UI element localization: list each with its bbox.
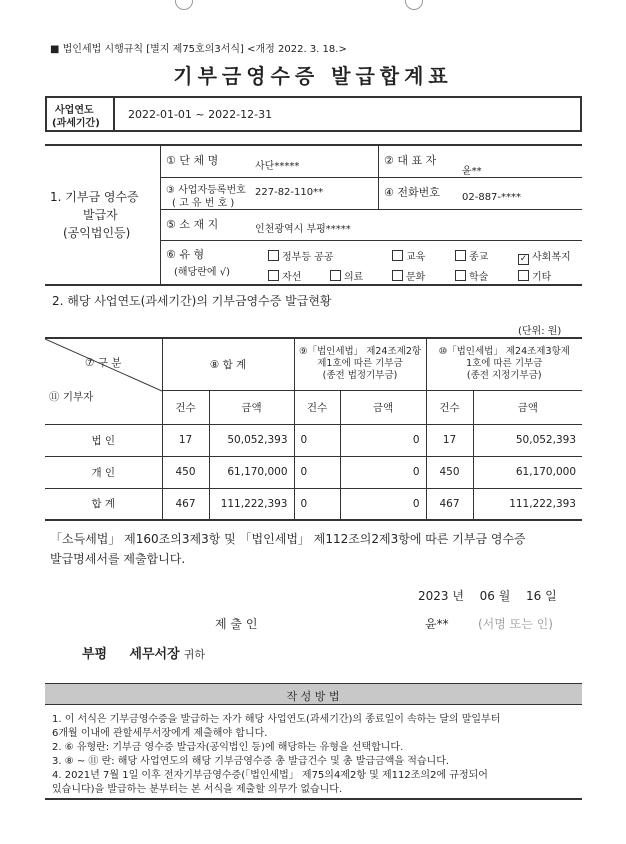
col10-amount: 50,052,393 xyxy=(473,424,582,456)
row-label: 법 인 xyxy=(45,424,162,456)
statement-line-1: 「소득세법」 제160조의3제3항 및 「법인세법」 제112조의2제3항에 따른 기부금 영수증 xyxy=(50,532,526,546)
period-label-1: 사업연도 xyxy=(55,105,94,116)
col9-count: 0 xyxy=(294,456,340,488)
address-label: ⑤ 소 재 지 xyxy=(166,218,219,231)
recipient-suffix: 귀하 xyxy=(183,648,206,661)
total-amount: 111,222,393 xyxy=(209,488,294,520)
issuer-row-line-2 xyxy=(160,209,582,210)
col10-header: ⑩「법인세법」 제24조제3항제 1호에 따른 기부금 (종전 지정기부금) xyxy=(426,338,582,390)
signature-hint: (서명 또는 인) xyxy=(478,617,553,631)
checkbox-icon xyxy=(455,250,466,261)
type-label-1: ⑥ 유 형 xyxy=(166,248,205,261)
document-title: 기부금영수증 발급합계표 xyxy=(173,64,453,88)
issuance-status-table xyxy=(45,337,582,521)
issuer-section-label-2: 발급자 xyxy=(83,208,118,222)
instruction-item: 6개월 이내에 관할세무서장에게 제출해야 합니다. xyxy=(52,728,268,739)
checkbox-icon xyxy=(518,270,529,281)
type-checkbox-other[interactable]: 기타 xyxy=(518,268,551,283)
type-checkbox-culture[interactable]: 문화 xyxy=(392,268,425,283)
instruction-item: 4. 2021년 7월 1일 이후 전자기부금영수증(「법인세법」 제75의4제2항 및 제112조의2에 규정되어 xyxy=(52,770,488,781)
representative-label: ② 대 표 자 xyxy=(384,154,437,167)
category-header: ⑦ 구 분 xyxy=(85,357,122,369)
date-year-unit: 년 xyxy=(452,589,464,603)
instruction-item: 2. ⑥ 유형란: 기부금 영수증 발급자(공익법인 등)에 해당하는 유형을 선택합니다. xyxy=(52,742,404,753)
col10-count: 17 xyxy=(426,424,473,456)
diagonal-line xyxy=(45,339,162,425)
issuer-divider xyxy=(160,144,161,284)
col10-amount: 111,222,393 xyxy=(473,488,582,520)
row-label: 개 인 xyxy=(45,456,162,488)
col9-amount: 0 xyxy=(340,456,426,488)
issuer-row-line-3 xyxy=(160,240,582,241)
checkbox-icon xyxy=(330,270,341,281)
checkbox-icon xyxy=(392,250,403,261)
type-checkbox-medical[interactable]: 의료 xyxy=(330,268,363,283)
total-count: 17 xyxy=(162,424,209,456)
representative-value: 윤** xyxy=(462,166,482,177)
instruction-item: 3. ⑧ ~ ⑪ 란: 해당 사업연도의 해당 기부금영수증 총 발급건수 및 총 발급금액을 적습니다. xyxy=(52,756,450,767)
checkbox-icon xyxy=(392,270,403,281)
type-checkbox-charity[interactable]: 자선 xyxy=(268,268,301,283)
row-label: 합 계 xyxy=(45,488,162,520)
issuer-bottom-border xyxy=(45,284,582,286)
type-checkbox-education[interactable]: 교육 xyxy=(392,248,425,263)
col9-amount: 0 xyxy=(340,488,426,520)
col9-header: ⑨「법인세법」 제24조제2항 제1호에 따른 기부금 (종전 법정기부금) xyxy=(294,338,426,390)
total-header: ⑧ 합 계 xyxy=(162,338,294,390)
total-count: 467 xyxy=(162,488,209,520)
issuer-section-label-3: (공익법인등) xyxy=(63,226,131,240)
period-label-2: (과세기간) xyxy=(52,118,100,129)
table-row xyxy=(45,456,582,488)
phone-label: ④ 전화번호 xyxy=(384,186,440,199)
type-checkbox-religion[interactable]: 종교 xyxy=(455,248,488,263)
bizno-label-1: ③ 사업자등록번호 xyxy=(166,185,246,196)
col9-count: 0 xyxy=(294,424,340,456)
bizno-value: 227-82-110** xyxy=(255,187,324,198)
instruction-item: 있습니다)을 발급하는 분부터는 본 서식을 제출할 의무가 없습니다. xyxy=(52,784,343,795)
org-name-label: ① 단 체 명 xyxy=(166,154,219,167)
total-amount: 50,052,393 xyxy=(209,424,294,456)
diagonal-header-cell xyxy=(45,338,162,424)
recipient-office xyxy=(82,643,205,662)
total-count: 450 xyxy=(162,456,209,488)
phone-value: 02-887-**** xyxy=(462,192,522,203)
checkbox-icon xyxy=(268,250,279,261)
binder-hole-right xyxy=(405,0,423,10)
checkbox-icon xyxy=(268,270,279,281)
instructions-heading: 작 성 방 법 xyxy=(286,690,340,703)
binder-hole-left xyxy=(175,0,193,10)
date-month-unit: 월 xyxy=(498,589,511,603)
bizno-label-2: ( 고 유 번 호 ) xyxy=(172,198,235,209)
col10-count: 450 xyxy=(426,456,473,488)
amount-header: 금액 xyxy=(209,390,294,424)
table-row xyxy=(45,424,582,456)
instruction-item: 1. 이 서식은 기부금영수증을 발급하는 자가 해당 사업연도(과세기간)의 종료일이 속하는 달의 말일부터 xyxy=(52,714,501,725)
issuer-mid-divider xyxy=(378,144,379,209)
date-month: 06 xyxy=(479,589,495,603)
date-line xyxy=(418,587,557,604)
submitter-label: 제 출 인 xyxy=(215,617,258,631)
checked-checkbox-icon: ✓ xyxy=(519,254,528,264)
count-header: 건수 xyxy=(426,390,473,424)
org-name-value: 사단***** xyxy=(255,161,300,172)
checkbox-icon xyxy=(455,270,466,281)
date-day: 16 xyxy=(525,589,542,603)
tax-office-name: 부평 xyxy=(82,647,108,662)
type-checkbox-academic[interactable]: 학술 xyxy=(455,268,488,283)
tax-office-title: 세무서장 xyxy=(129,647,180,662)
section2-title: 2. 해당 사업연도(과세기간)의 기부금영수증 발급현황 xyxy=(52,294,332,308)
period-value: 2022-01-01 ~ 2022-12-31 xyxy=(128,108,273,121)
count-header: 건수 xyxy=(162,390,209,424)
col10-amount: 61,170,000 xyxy=(473,456,582,488)
date-year: 2023 xyxy=(418,589,449,603)
period-box xyxy=(45,96,582,132)
issuer-section-label-1: 1. 기부금 영수증 xyxy=(50,190,139,204)
donor-header: ⑪ 기부자 xyxy=(49,391,94,403)
col10-count: 467 xyxy=(426,488,473,520)
amount-header: 금액 xyxy=(473,390,582,424)
instructions-bottom-border xyxy=(45,798,582,800)
address-value: 인천광역시 부평***** xyxy=(255,224,351,235)
type-checkbox-public[interactable]: 정부등 공공 xyxy=(268,248,333,263)
amount-header: 금액 xyxy=(340,390,426,424)
type-label-2: (해당란에 √) xyxy=(174,267,230,278)
type-checkbox-social-welfare[interactable]: ✓ 사회복지 xyxy=(519,252,571,264)
count-header: 건수 xyxy=(294,390,340,424)
issuer-row-line-1 xyxy=(160,177,582,178)
form-reference: ■ 법인세법 시행규칙 [별지 제75호의3서식] <개정 2022. 3. 18.> xyxy=(50,44,347,55)
col9-amount: 0 xyxy=(340,424,426,456)
total-amount: 61,170,000 xyxy=(209,456,294,488)
table-row xyxy=(45,488,582,520)
date-day-unit: 일 xyxy=(545,589,557,603)
unit-label: (단위: 원) xyxy=(518,326,562,337)
statement-line-2: 발급명세서를 제출합니다. xyxy=(50,552,186,566)
submitter-name: 윤** xyxy=(425,617,449,631)
col9-count: 0 xyxy=(294,488,340,520)
issuer-top-border xyxy=(45,144,582,146)
